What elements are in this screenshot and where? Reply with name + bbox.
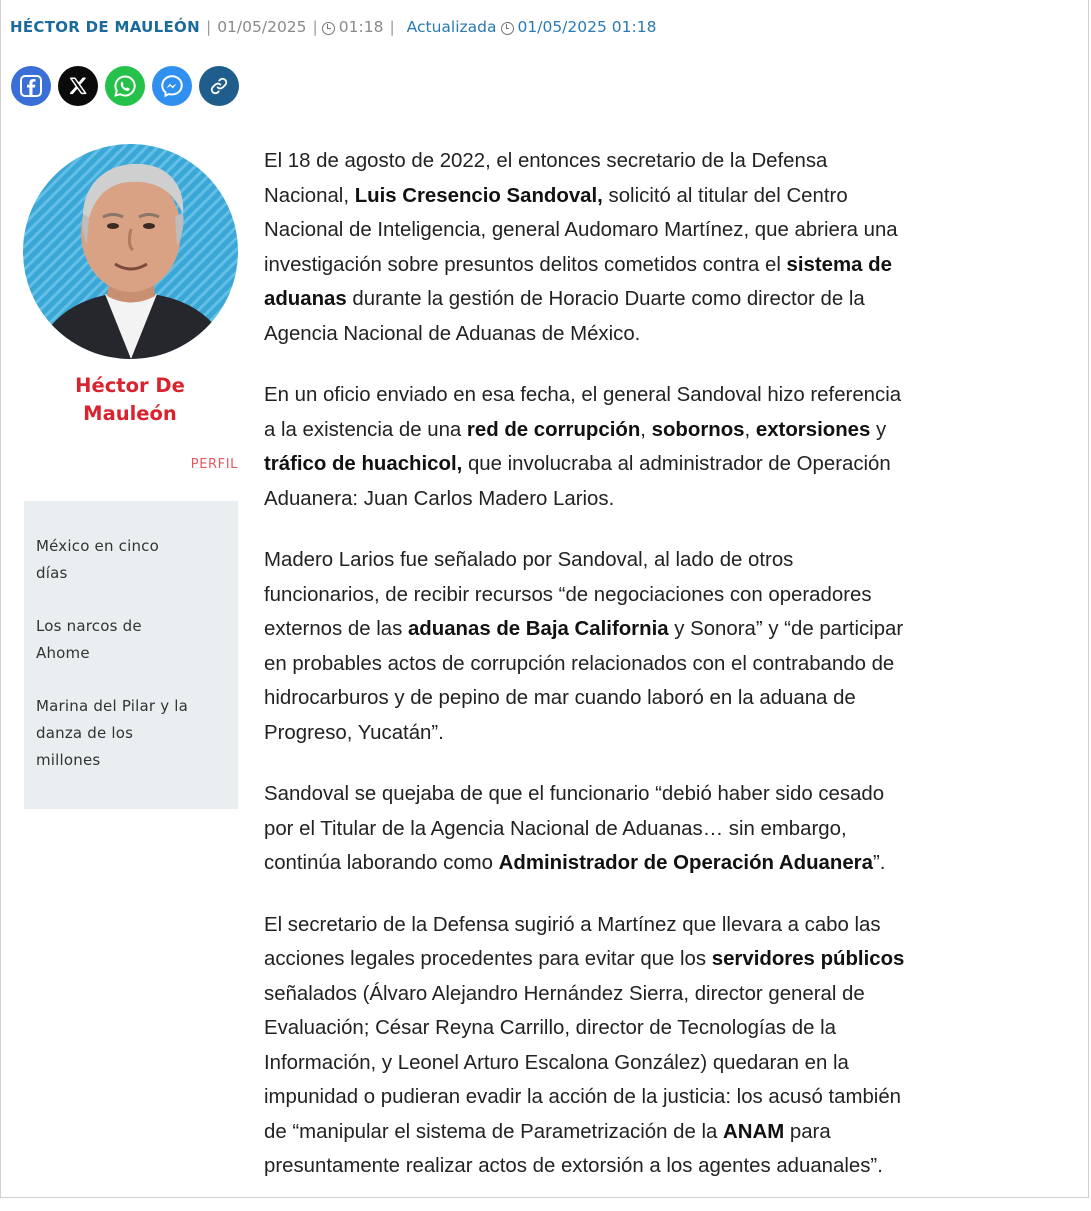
- clock-icon: [322, 22, 335, 35]
- article-paragraph: En un oficio enviado en esa fecha, el general Sandoval hizo referencia a la existencia de una red de corrupción, sobornos, extorsiones y tráfico de huachicol, que involucraba al administrador de Operación Aduanera: Juan Carlos Madero Larios.: [264, 384, 902, 510]
- updated-label: Actualizada: [406, 18, 497, 36]
- author-name-line: Mauleón: [83, 402, 177, 425]
- related-link-mexico-cinco-dias[interactable]: México en cinco días: [36, 537, 159, 582]
- author-byline[interactable]: HÉCTOR DE MAULEÓN: [10, 18, 200, 36]
- facebook-icon[interactable]: [11, 66, 51, 106]
- author-name[interactable]: [24, 372, 236, 428]
- related-link-narcos-ahome[interactable]: Los narcos de Ahome: [36, 617, 142, 662]
- meta-separator: |: [312, 18, 318, 36]
- updated-datetime: 01/05/2025 01:18: [517, 18, 657, 36]
- article-paragraph: Sandoval se quejaba de que el funcionario “debió haber sido cesado por el Titular de la Agencia Nacional de Aduanas… sin embargo, continúa laborando como Administrador de Operación Aduanera”.: [264, 783, 886, 874]
- article-paragraph: Madero Larios fue señalado por Sandoval, al lado de otros funcionarios, de recibir recursos “de negociaciones con operadores externos de las aduanas de Baja California y Sonora” y “de participar en probables actos de corrupción relacionados con el contrabando de hidrocarburos y de pepino de mar cuando laboró en la aduana de Progreso, Yucatán”.: [264, 549, 904, 744]
- publish-time: 01:18: [338, 18, 384, 36]
- meta-separator: |: [389, 18, 395, 36]
- messenger-icon[interactable]: [152, 66, 192, 106]
- article-body: [264, 144, 1064, 1211]
- article-paragraph: El secretario de la Defensa sugirió a Martínez que llevara a cabo las acciones legales procedentes para evitar que los servidores públicos señalados (Álvaro Alejandro Hernández Sierra, director general de Evaluación; César Reyna Carrillo, director de Tecnologías de la Información, y Leonel Arturo Escalona González) quedaran en la impunidad o pudieran evadir la acción de la justicia: los acusó también de “manipular el sistema de Parametrización de la ANAM para presuntamente realizar actos de extorsión a los agentes aduanales”.: [264, 913, 905, 1177]
- related-link-marina-del-pilar[interactable]: Marina del Pilar y la danza de los millones: [36, 697, 189, 769]
- article-paragraph: El 18 de agosto de 2022, el entonces secretario de la Defensa Nacional, Luis Cresencio Sandoval, solicitó al titular del Centro Nacional de Inteligencia, general Audomaro Martínez, que abriera una investigación sobre presuntos delitos cometidos contra el sistema de aduanas durante la gestión de Horacio Duarte como director de la Agencia Nacional de Aduanas de México.: [264, 150, 898, 345]
- link-icon[interactable]: [199, 66, 239, 106]
- profile-link[interactable]: PERFIL: [190, 457, 238, 472]
- clock-icon: [501, 22, 514, 35]
- author-avatar[interactable]: [23, 144, 238, 359]
- related-columns: [24, 501, 238, 809]
- whatsapp-icon[interactable]: [105, 66, 145, 106]
- x-twitter-icon[interactable]: [58, 66, 98, 106]
- publish-date: 01/05/2025: [217, 18, 307, 36]
- share-bar: [11, 66, 239, 106]
- article-meta: [10, 16, 656, 38]
- meta-separator: |: [205, 18, 212, 36]
- author-name-line: Héctor De: [75, 374, 185, 397]
